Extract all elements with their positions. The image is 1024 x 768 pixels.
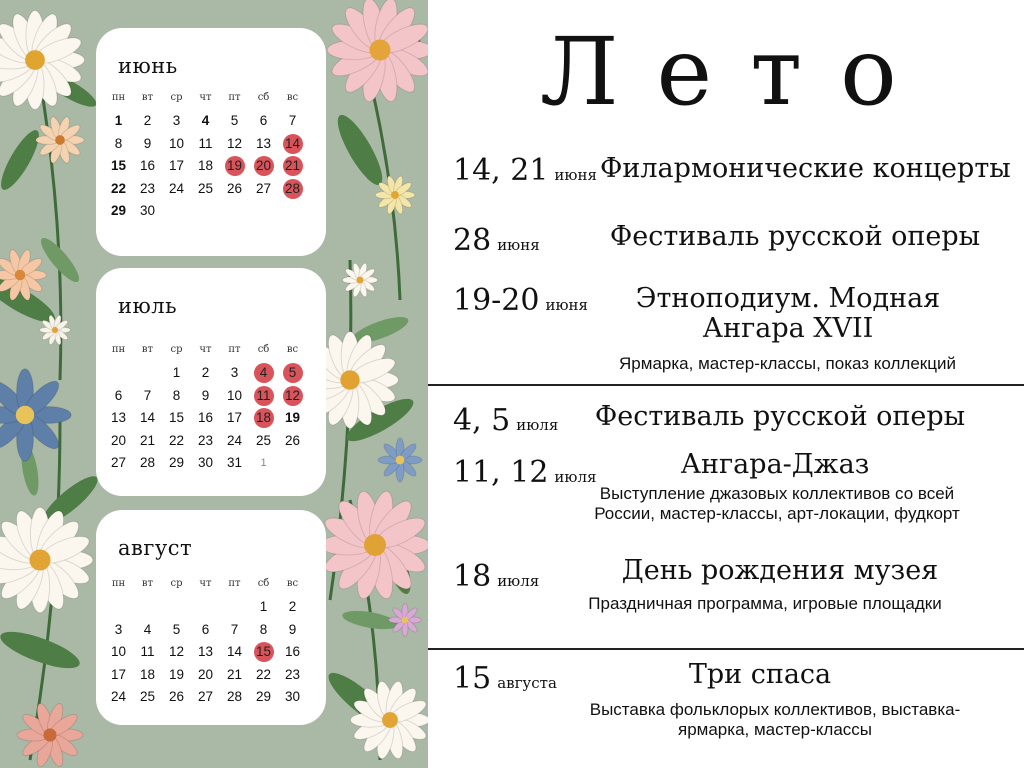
calendar-day: 23 bbox=[139, 180, 156, 196]
weekday-label: пн bbox=[111, 92, 126, 103]
calendar-day: 11 bbox=[140, 644, 155, 659]
calendar-day: 11 bbox=[198, 135, 213, 151]
calendar-day: 8 bbox=[259, 621, 268, 637]
calendar-day: 22 bbox=[255, 666, 272, 682]
calendar-day: 7 bbox=[230, 621, 239, 637]
calendar-day: 5 bbox=[230, 113, 239, 128]
event-day: 18 bbox=[249, 407, 278, 430]
calendar-day: 5 bbox=[172, 621, 181, 637]
calendar-day: 20 bbox=[197, 666, 214, 682]
weekday-label: вт bbox=[141, 578, 154, 589]
event-day: 4 bbox=[249, 362, 278, 385]
weekday-label: пт bbox=[228, 578, 241, 589]
event-day: 28 bbox=[278, 178, 307, 201]
calendar-june bbox=[96, 28, 326, 256]
calendar-day: 6 bbox=[201, 621, 210, 637]
weekday-label: сб bbox=[257, 344, 270, 355]
calendar-july bbox=[96, 268, 326, 496]
event-date: 14, 21 июня bbox=[453, 153, 597, 188]
event-date: 19-20 июня bbox=[453, 283, 589, 318]
calendar-day: 17 bbox=[168, 158, 185, 173]
calendar-day: 3 bbox=[230, 365, 239, 380]
calendar-day: 27 bbox=[255, 180, 272, 196]
calendar-day: 19 bbox=[284, 410, 301, 425]
calendar-day: 28 bbox=[139, 455, 156, 470]
calendar-day: 10 bbox=[110, 644, 127, 659]
weekday-label: вс bbox=[286, 92, 299, 103]
empty-cell bbox=[162, 596, 191, 619]
event-description: Ярмарка, мастер-классы, показ коллекций bbox=[619, 354, 956, 373]
calendar-day: 27 bbox=[197, 689, 214, 704]
event-day: 21 bbox=[278, 155, 307, 178]
event-date: 18 июля bbox=[453, 559, 540, 594]
empty-cell bbox=[220, 596, 249, 619]
event-description: Выступление джазовых коллективов со всей России, мастер-классы, арт-локации, фудкорт bbox=[594, 484, 960, 523]
weekday-label: ср bbox=[170, 344, 183, 355]
calendar-day: 25 bbox=[197, 180, 214, 196]
event-title: Этноподиум. Модная Ангара XVII bbox=[635, 283, 941, 344]
calendar-day: 14 bbox=[139, 410, 156, 425]
weekday-label: сб bbox=[257, 92, 270, 103]
calendar-day: 18 bbox=[139, 666, 156, 682]
weekday-label: ср bbox=[170, 92, 183, 103]
event-date: 11, 12 июля bbox=[453, 455, 597, 490]
event-description: Выставка фольклорых коллективов, выставка-ярмарка, мастер-классы bbox=[589, 700, 961, 739]
month-title: август bbox=[118, 536, 193, 560]
calendar-day: 8 bbox=[172, 387, 181, 403]
event-day: 11 bbox=[249, 385, 278, 408]
event-title: День рождения музея bbox=[621, 555, 939, 586]
weekday-label: вт bbox=[141, 92, 154, 103]
event-day: 14 bbox=[278, 133, 307, 156]
calendar-day: 26 bbox=[168, 689, 185, 704]
calendar-day: 8 bbox=[114, 135, 123, 151]
page-title: Лето bbox=[540, 18, 935, 127]
weekday-label: пт bbox=[228, 92, 241, 103]
divider bbox=[428, 384, 1024, 386]
weekday-label: сб bbox=[257, 578, 270, 589]
calendar-day: 2 bbox=[143, 113, 152, 128]
calendar-day: 2 bbox=[288, 599, 297, 614]
calendar-day: 26 bbox=[284, 432, 301, 448]
weekday-label: пт bbox=[228, 344, 241, 355]
empty-cell bbox=[104, 596, 133, 619]
calendar-day: 3 bbox=[114, 621, 123, 637]
calendar-day: 7 bbox=[288, 113, 297, 128]
calendar-day: 9 bbox=[288, 621, 297, 637]
weekday-label: чт bbox=[199, 578, 212, 589]
calendar-day: 20 bbox=[110, 432, 127, 448]
divider bbox=[428, 648, 1024, 650]
calendar-day: 16 bbox=[284, 644, 301, 659]
calendar-day: 1 bbox=[114, 113, 123, 128]
event-date: 4, 5 июля bbox=[453, 403, 559, 438]
weekday-label: вс bbox=[286, 578, 299, 589]
calendar-day: 1 bbox=[172, 365, 181, 380]
calendar-day: 16 bbox=[139, 158, 156, 173]
calendar-day: 1 bbox=[259, 599, 268, 614]
calendar-day: 9 bbox=[143, 135, 152, 151]
calendar-day: 13 bbox=[110, 410, 127, 425]
calendar-day: 14 bbox=[226, 644, 243, 659]
calendar-day: 30 bbox=[284, 689, 301, 704]
event-title: Три спаса bbox=[688, 659, 832, 690]
calendar-day: 4 bbox=[143, 621, 152, 637]
event-title: Филармонические концерты bbox=[600, 153, 1011, 184]
calendar-day: 23 bbox=[284, 666, 301, 682]
calendar-day: 12 bbox=[226, 135, 243, 151]
weekday-label: вс bbox=[286, 344, 299, 355]
event-title: Фестиваль русской оперы bbox=[594, 401, 966, 432]
event-day: 20 bbox=[249, 155, 278, 178]
calendar-day: 10 bbox=[226, 387, 243, 403]
calendar-day: 21 bbox=[226, 666, 243, 682]
calendar-day: 15 bbox=[110, 158, 127, 173]
calendar-day: 9 bbox=[201, 387, 210, 403]
calendar-day: 10 bbox=[168, 135, 185, 151]
calendar-day: 31 bbox=[226, 455, 243, 470]
calendar-day: 17 bbox=[226, 410, 243, 425]
month-title: июнь bbox=[118, 54, 178, 78]
calendar-day: 16 bbox=[197, 410, 214, 425]
calendar-day: 29 bbox=[255, 689, 272, 704]
calendar-day: 24 bbox=[226, 432, 243, 448]
calendar-day: 29 bbox=[110, 203, 127, 218]
weekday-label: пн bbox=[111, 344, 126, 355]
calendar-day: 30 bbox=[197, 455, 214, 470]
weekday-label: ср bbox=[170, 578, 183, 589]
calendar-day: 22 bbox=[168, 432, 185, 448]
calendar-august bbox=[96, 510, 326, 725]
weekday-label: пн bbox=[111, 578, 126, 589]
event-day: 5 bbox=[278, 362, 307, 385]
month-title: июль bbox=[118, 294, 178, 318]
weekday-label: вт bbox=[141, 344, 154, 355]
calendar-day: 6 bbox=[114, 387, 123, 403]
calendar-day: 26 bbox=[226, 180, 243, 196]
calendar-day: 22 bbox=[110, 180, 127, 196]
event-day: 15 bbox=[249, 641, 278, 664]
calendar-grid bbox=[104, 86, 318, 223]
calendar-day: 19 bbox=[168, 666, 185, 682]
empty-cell bbox=[133, 362, 162, 385]
event-title: Фестиваль русской оперы bbox=[609, 221, 981, 252]
calendar-day: 25 bbox=[139, 689, 156, 704]
event-title: Ангара-Джаз bbox=[680, 449, 870, 480]
calendar-day: 17 bbox=[110, 666, 127, 682]
calendar-day: 23 bbox=[197, 432, 214, 448]
calendar-day: 27 bbox=[110, 455, 127, 470]
calendar-day: 4 bbox=[201, 113, 210, 128]
empty-cell bbox=[133, 596, 162, 619]
next-month-day: 1 bbox=[260, 457, 267, 469]
calendar-grid bbox=[104, 338, 318, 475]
calendar-day: 29 bbox=[168, 455, 185, 470]
calendar-day: 15 bbox=[168, 410, 185, 425]
calendar-day: 24 bbox=[110, 689, 127, 704]
calendar-day: 21 bbox=[139, 432, 156, 448]
calendar-day: 13 bbox=[255, 135, 272, 151]
event-date: 28 июня bbox=[453, 223, 540, 258]
calendar-day: 7 bbox=[143, 387, 152, 403]
empty-cell bbox=[191, 596, 220, 619]
event-day: 12 bbox=[278, 385, 307, 408]
event-date: 15 августа bbox=[453, 661, 557, 696]
calendar-day: 24 bbox=[168, 180, 185, 196]
calendar-day: 13 bbox=[197, 644, 214, 659]
weekday-label: чт bbox=[199, 92, 212, 103]
calendar-day: 12 bbox=[168, 644, 185, 659]
weekday-label: чт bbox=[199, 344, 212, 355]
calendar-day: 28 bbox=[226, 689, 243, 704]
calendar-day: 3 bbox=[172, 113, 181, 128]
calendar-grid bbox=[104, 572, 318, 709]
calendar-day: 2 bbox=[201, 365, 210, 380]
calendar-day: 30 bbox=[139, 203, 156, 218]
calendar-day: 6 bbox=[259, 113, 268, 128]
calendar-day: 25 bbox=[255, 432, 272, 448]
calendar-day: 18 bbox=[197, 158, 214, 173]
empty-cell bbox=[104, 362, 133, 385]
event-description: Праздничная программа, игровые площадки bbox=[588, 594, 942, 613]
event-day: 19 bbox=[220, 155, 249, 178]
